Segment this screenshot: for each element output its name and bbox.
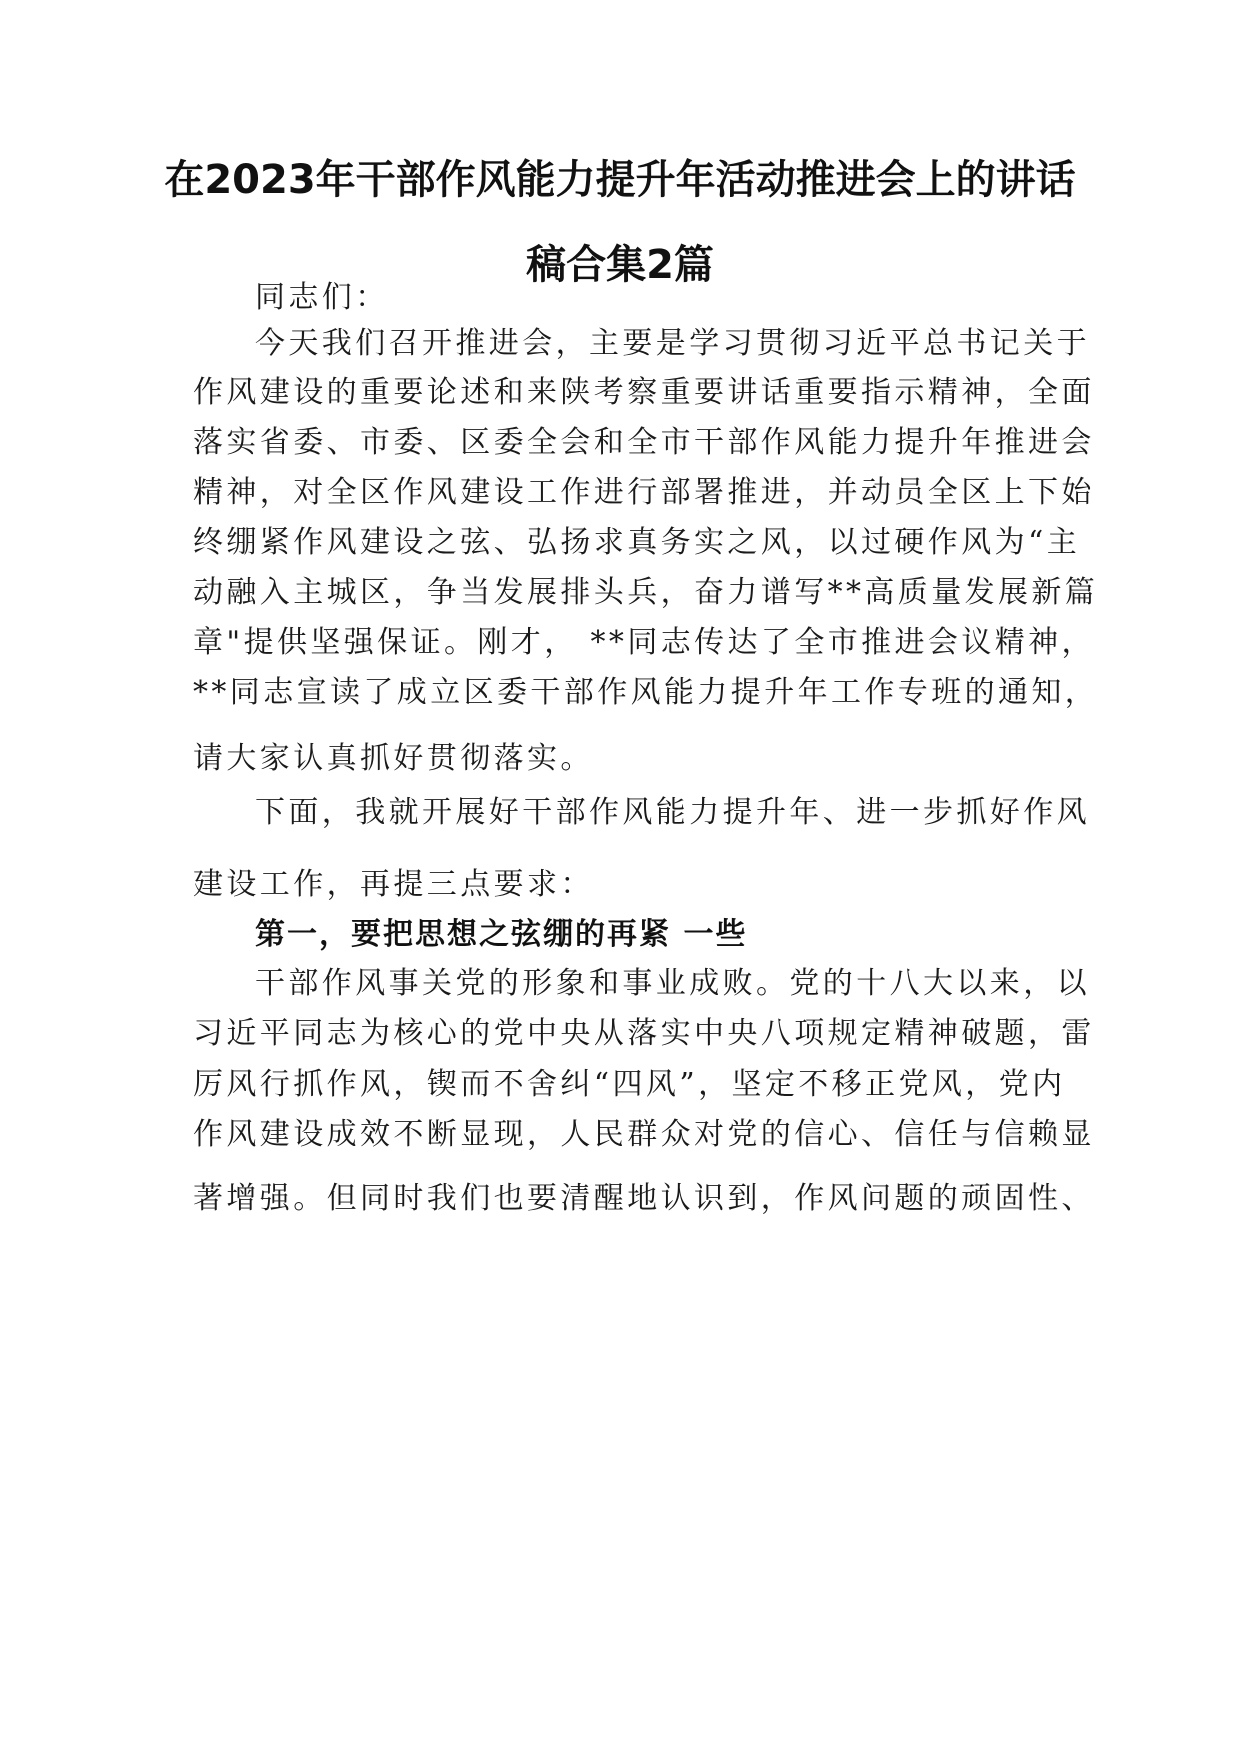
paragraph-2-line: 建设工作，再提三点要求： (193, 867, 594, 902)
paragraph-3-line: 干部作风事关党的形象和事业成败。党的十八大以来，以 (255, 966, 1090, 1001)
paragraph-3-line: 厉风行抓作风，锲而不舍纠“四风”，坚定不移正党风，党内 (193, 1067, 1066, 1102)
paragraph-1-line: 请大家认真抓好贯彻落实。 (193, 741, 594, 776)
paragraph-1-line: 章"提供坚强保证。刚才， **同志传达了全市推进会议精神， (193, 625, 1095, 660)
paragraph-1-line: 落实省委、市委、区委全会和全市干部作风能力提升年推进会 (193, 425, 1095, 460)
paragraph-1-line: 今天我们召开推进会，主要是学习贯彻习近平总书记关于 (255, 326, 1090, 361)
section-heading: 第一，要把思想之弦绷的再紧 一些 (255, 917, 748, 952)
paragraph-3-line: 作风建设成效不断显现，人民群众对党的信心、信任与信赖显 (193, 1117, 1095, 1152)
paragraph-1-line: 终绷紧作风建设之弦、弘扬求真务实之风，以过硬作风为“主 (193, 525, 1081, 560)
paragraph-1-line: 动融入主城区，争当发展排头兵，奋力谱写**高质量发展新篇 (193, 575, 1099, 610)
paragraph-2-line: 下面，我就开展好干部作风能力提升年、进一步抓好作风 (255, 795, 1090, 830)
paragraph-1-line: **同志宣读了成立区委干部作风能力提升年工作专班的通知， (193, 675, 1099, 710)
document-title-line-1: 在2023年干部作风能力提升年活动推进会上的讲话 (164, 157, 1076, 203)
paragraph-1-line: 精神，对全区作风建设工作进行部署推进，并动员全区上下始 (193, 475, 1095, 510)
document-title-line-2: 稿合集2篇 (526, 242, 714, 288)
paragraph-1-line: 作风建设的重要论述和来陕考察重要讲话重要指示精神，全面 (193, 375, 1095, 410)
paragraph-3-line: 著增强。但同时我们也要清醒地认识到，作风问题的顽固性、 (193, 1181, 1095, 1216)
salutation: 同志们： (255, 280, 389, 315)
paragraph-3-line: 习近平同志为核心的党中央从落实中央八项规定精神破题，雷 (193, 1016, 1095, 1051)
